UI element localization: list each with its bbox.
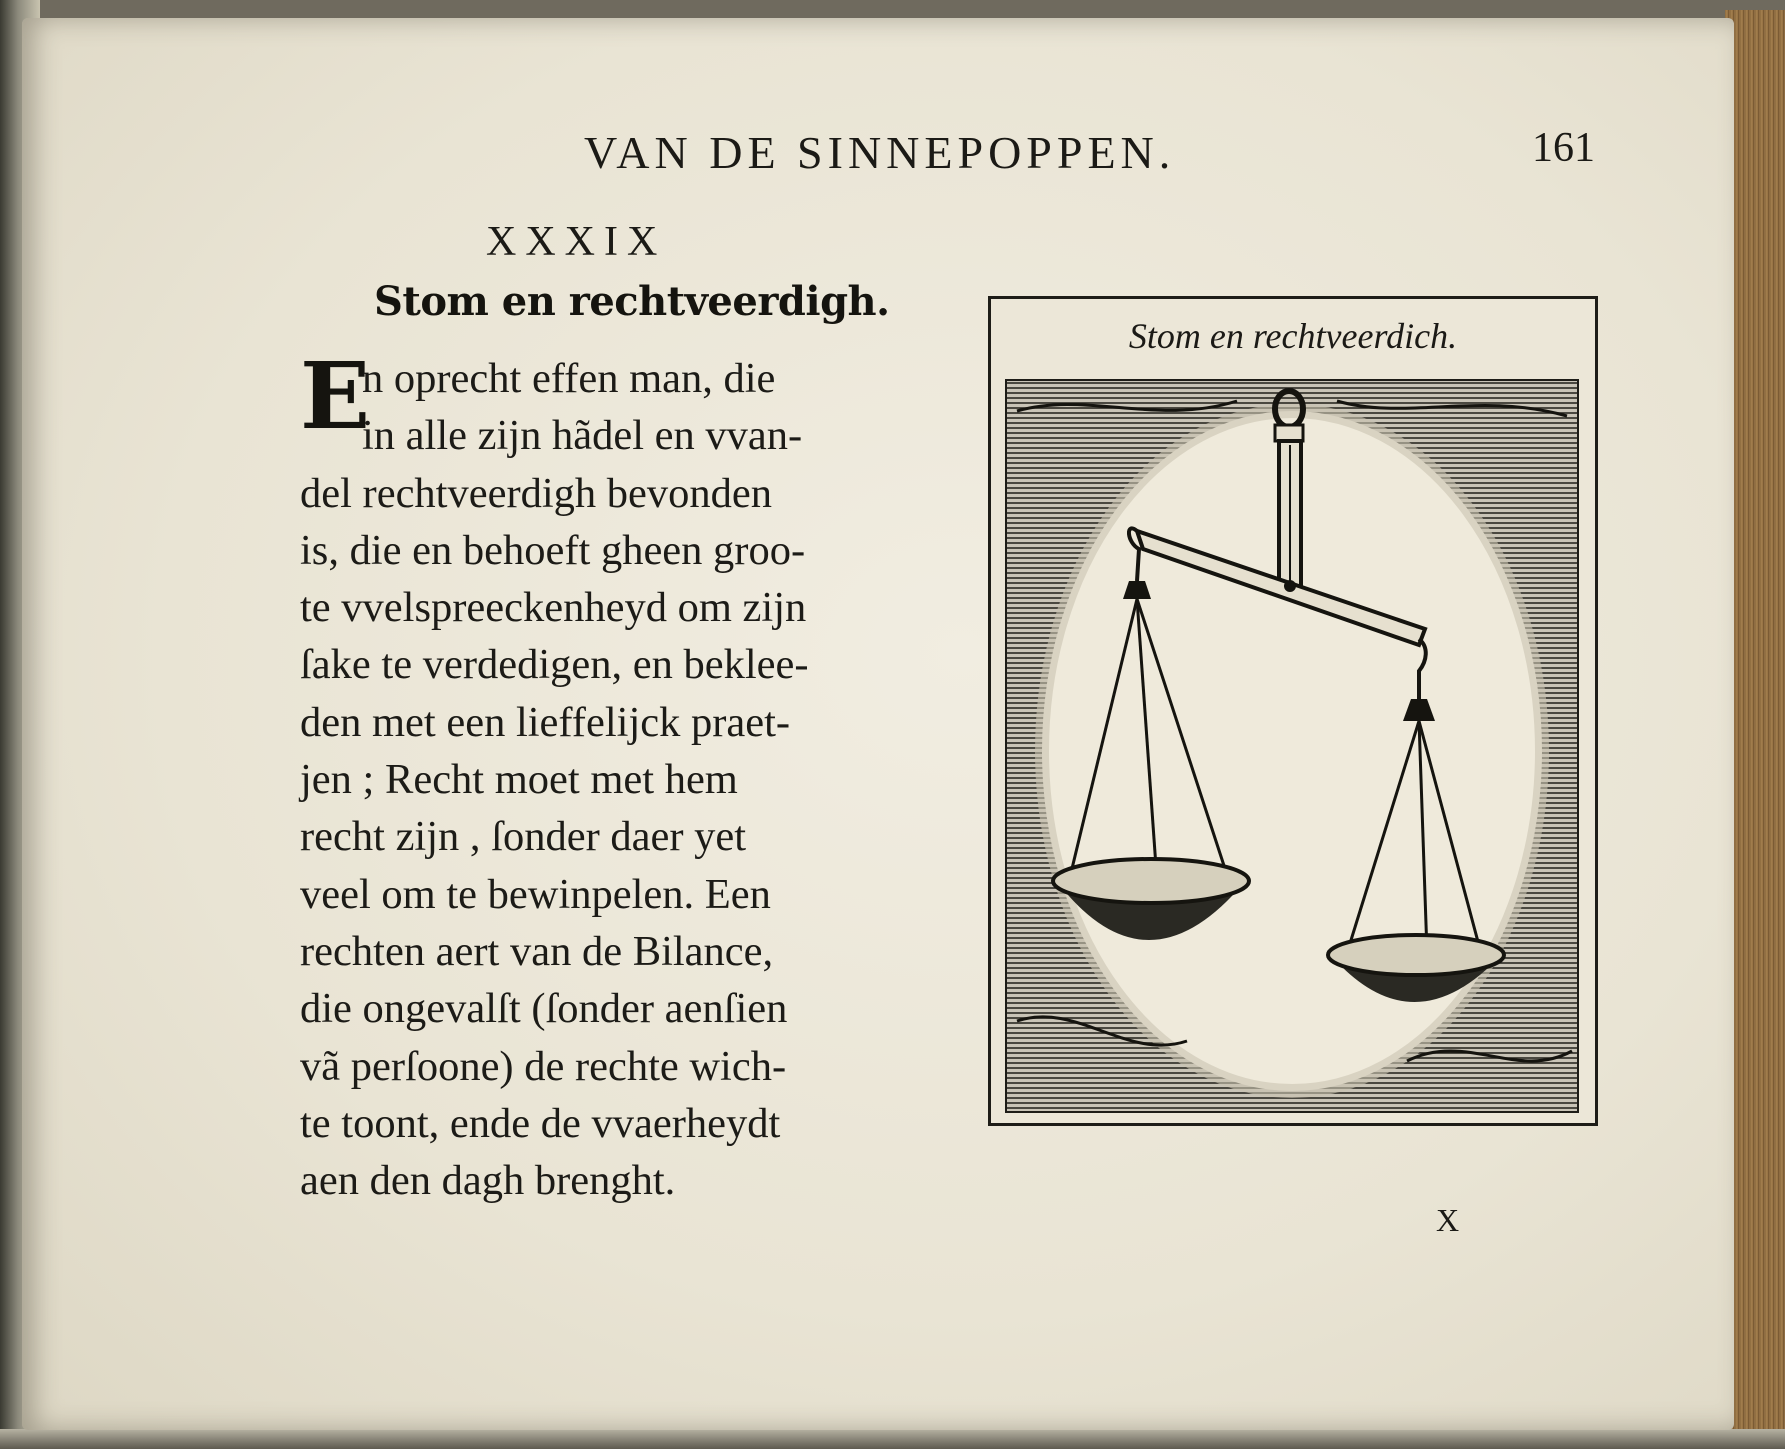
text-line: in alle zijn hãdel en vvan- bbox=[362, 412, 803, 460]
plate-caption: Stom en rechtveerdich. bbox=[1128, 316, 1458, 356]
text-line: aen den dagh brenght. bbox=[300, 1157, 676, 1205]
text-line: ſake te verdedigen, en beklee- bbox=[300, 641, 809, 689]
drop-cap: E bbox=[300, 342, 371, 450]
text-line: jen ; Recht moet met hem bbox=[300, 756, 738, 804]
text-line: den met een lieffelijck praet- bbox=[300, 698, 791, 746]
balance-scale-engraving bbox=[1005, 379, 1579, 1113]
text-line: die ongevalſt (ſonder aenſien bbox=[300, 985, 788, 1033]
text-line: recht zijn , ſonder daer yet bbox=[300, 813, 747, 861]
text-line: te toont, ende de vvaerheydt bbox=[300, 1099, 781, 1147]
page-bottom-edge bbox=[0, 1429, 1785, 1449]
signature-mark: X bbox=[1436, 1202, 1460, 1238]
page-edges bbox=[1725, 10, 1785, 1440]
emblem-number: XXXIX bbox=[486, 219, 667, 265]
text-line: del rechtveerdigh bevonden bbox=[300, 469, 773, 517]
text-line: is, die en behoeft gheen groo- bbox=[300, 526, 806, 574]
page-number: 161 bbox=[1532, 125, 1595, 171]
running-head: VAN DE SINNEPOPPEN. bbox=[584, 127, 1176, 178]
text-line: vã perſoone) de rechte wich- bbox=[300, 1042, 787, 1090]
text-line: n oprecht effen man, die bbox=[362, 355, 776, 402]
emblem-plate bbox=[988, 296, 1598, 1126]
emblem-title: Stom en rechtveerdigh. bbox=[374, 278, 890, 325]
text-line: rechten aert van de Bilance, bbox=[300, 927, 774, 975]
text-line: te vvelspreeckenheyd om zijn bbox=[300, 584, 807, 632]
emblem-text bbox=[300, 342, 890, 1209]
text-line: veel om te bewinpelen. Een bbox=[300, 870, 771, 918]
